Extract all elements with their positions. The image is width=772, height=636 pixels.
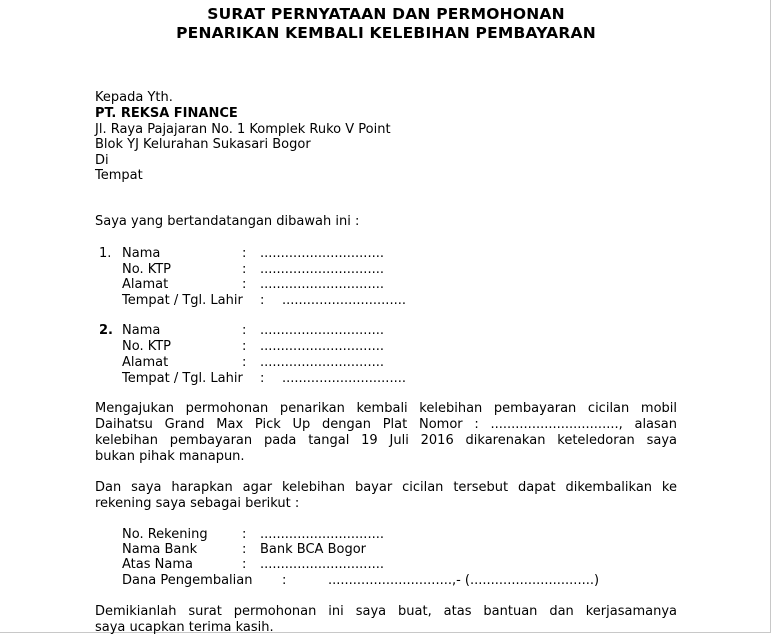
field-label: Atas Nama	[122, 557, 193, 572]
field-label: Alamat	[122, 277, 169, 292]
person-2-row-address	[0, 355, 772, 371]
field-label: No. KTP	[122, 262, 172, 277]
paragraph-line: Demikianlah surat permohonan ini saya buat, atas bantuan dan kerjasamanya	[95, 604, 677, 619]
field-value: ..............................	[260, 355, 384, 370]
field-value: ..............................	[260, 246, 384, 261]
field-colon: :	[242, 339, 247, 354]
field-label: Nama Bank	[122, 542, 198, 557]
refund-paragraph	[95, 480, 677, 512]
field-label: Tempat / Tgl. Lahir	[122, 293, 243, 308]
paragraph-line: saya ucapkan terima kasih.	[95, 620, 274, 635]
person-1-row-address	[0, 277, 772, 293]
field-colon: :	[242, 542, 247, 557]
field-value: ..............................	[282, 371, 406, 386]
field-colon: :	[242, 557, 247, 572]
paragraph-line: kelebihan pembayaran pada tangal 19 Juli 2016 dikarenakan keteledoran saya	[95, 433, 677, 448]
paragraph-line: bukan pihak manapun.	[95, 449, 245, 464]
paragraph-line: Daihatsu Grand Max Pick Up dengan Plat Nomor : ..............................., alasan	[95, 417, 677, 432]
field-label: No. Rekening	[122, 527, 208, 542]
field-colon: :	[260, 293, 265, 308]
field-value: Bank BCA Bogor	[260, 542, 366, 557]
bank-row-refund-amount	[0, 573, 772, 589]
paragraph-line: Dan saya harapkan agar kelebihan bayar cicilan tersebut dapat dikembalikan ke	[95, 480, 677, 495]
field-colon: :	[260, 371, 265, 386]
field-colon: :	[242, 323, 247, 338]
intro-text: Saya yang bertandatangan dibawah ini :	[95, 214, 360, 229]
recipient-address-line1: Jl. Raya Pajajaran No. 1 Komplek Ruko V Point	[95, 122, 391, 137]
closing-paragraph	[95, 604, 677, 636]
person-1-row-ktp	[0, 262, 772, 278]
bank-row-bank-name	[0, 542, 772, 558]
field-value: ..............................	[260, 277, 384, 292]
field-label: No. KTP	[122, 339, 172, 354]
person-2-row-name	[0, 323, 772, 339]
field-label: Nama	[122, 323, 161, 338]
recipient-company: PT. REKSA FINANCE	[95, 106, 238, 121]
field-label: Dana Pengembalian	[122, 573, 253, 588]
field-value: ..............................	[282, 293, 406, 308]
document-title-line2: PENARIKAN KEMBALI KELEBIHAN PEMBAYARAN	[176, 24, 596, 42]
person-2-row-birth	[0, 371, 772, 387]
request-paragraph	[95, 401, 677, 465]
person-2-number: 2.	[99, 323, 113, 338]
field-colon: :	[282, 573, 287, 588]
recipient-address-line2: Blok YJ Kelurahan Sukasari Bogor	[95, 137, 311, 152]
field-value: ..............................	[260, 557, 384, 572]
field-value: ..............................	[260, 527, 384, 542]
document-title-line1: SURAT PERNYATAAN DAN PERMOHONAN	[207, 5, 565, 23]
field-label: Tempat / Tgl. Lahir	[122, 371, 243, 386]
recipient-place: Tempat	[95, 168, 143, 183]
person-1-row-birth	[0, 293, 772, 309]
paragraph-line: rekening saya sebagai berikut :	[95, 496, 300, 511]
field-value: ..............................,- (..............................)	[328, 573, 600, 588]
recipient-at: Di	[95, 153, 109, 168]
field-label: Alamat	[122, 355, 169, 370]
recipient-salutation: Kepada Yth.	[95, 90, 173, 105]
field-label: Nama	[122, 246, 161, 261]
person-1-row-name	[0, 246, 772, 262]
field-colon: :	[242, 277, 247, 292]
paragraph-line: Mengajukan permohonan penarikan kembali kelebihan pembayaran cicilan mobil	[95, 401, 677, 416]
field-colon: :	[242, 527, 247, 542]
person-1-number: 1.	[99, 246, 112, 261]
person-2-row-ktp	[0, 339, 772, 355]
bank-row-account-holder	[0, 557, 772, 573]
field-value: ..............................	[260, 339, 384, 354]
bank-row-account-number	[0, 527, 772, 543]
field-colon: :	[242, 355, 247, 370]
field-value: ..............................	[260, 262, 384, 277]
field-colon: :	[242, 246, 247, 261]
field-colon: :	[242, 262, 247, 277]
field-value: ..............................	[260, 323, 384, 338]
